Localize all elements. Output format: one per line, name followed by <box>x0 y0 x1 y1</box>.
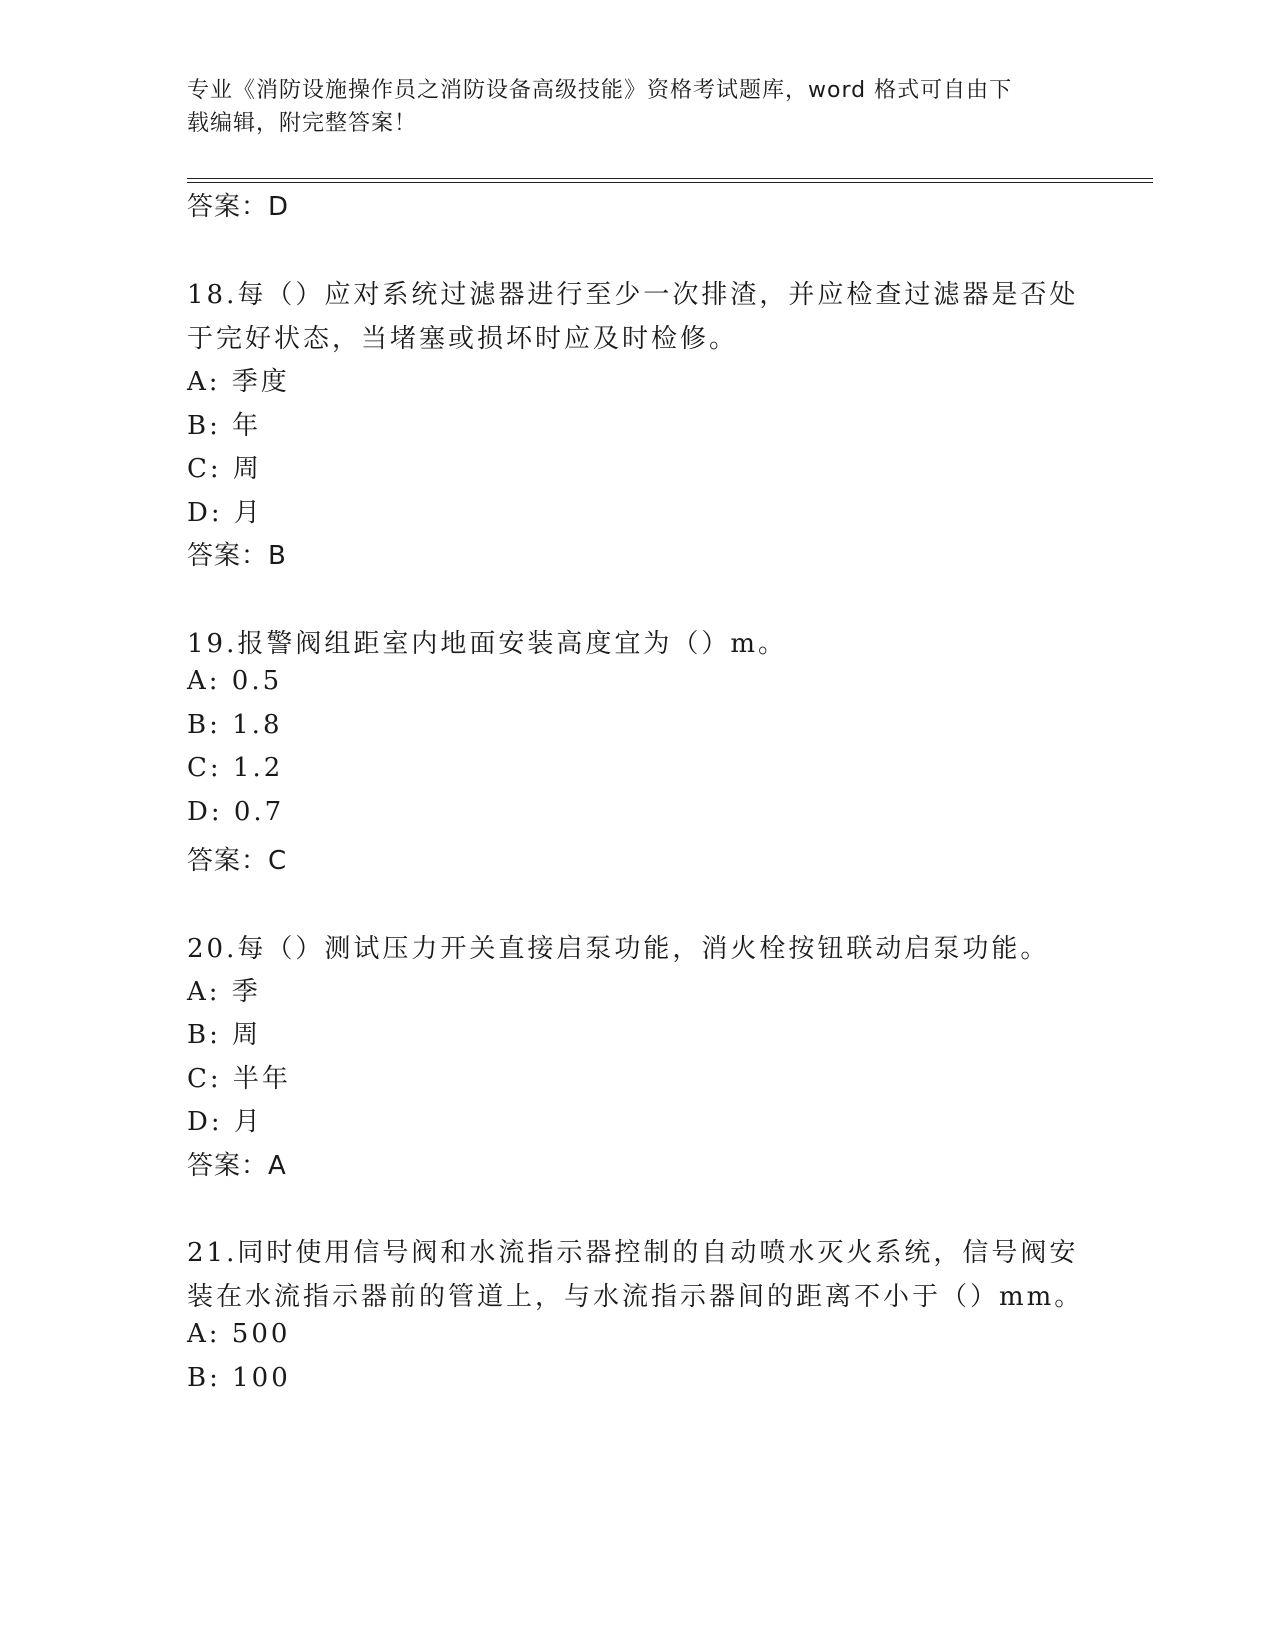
question-20-option-b: B: 周 <box>187 1020 262 1050</box>
document-header <box>187 74 1087 140</box>
question-18-option-d: D: 月 <box>187 498 263 528</box>
question-21-option-b: B: 100 <box>187 1363 291 1393</box>
question-20-answer: 答案：A <box>187 1151 287 1181</box>
question-18-option-c: C: 周 <box>187 454 262 484</box>
header-line-1: 专业《消防设施操作员之消防设备高级技能》资格考试题库，word 格式可自由下 <box>187 78 1013 103</box>
question-19-option-c: C: 1.2 <box>187 753 284 783</box>
question-18-option-b: B: 年 <box>187 411 262 441</box>
answer-17: 答案：D <box>187 192 290 222</box>
question-18-stem-line-1: 18.每（）应对系统过滤器进行至少一次排渣，并应检查过滤器是否处 <box>187 280 1079 310</box>
header-divider <box>187 178 1153 183</box>
question-21-stem-line-2: 装在水流指示器前的管道上，与水流指示器间的距离不小于（）mm。 <box>187 1282 1084 1312</box>
question-19-option-b: B: 1.8 <box>187 710 283 740</box>
question-19-option-d: D: 0.7 <box>187 797 285 827</box>
question-20-option-c: C: 半年 <box>187 1064 291 1094</box>
question-20-stem-line-1: 20.每（）测试压力开关直接启泵功能，消火栓按钮联动启泵功能。 <box>187 934 1050 964</box>
question-19-stem-line-1: 19.报警阀组距室内地面安装高度宜为（）m。 <box>187 629 788 659</box>
header-line-2: 载编辑，附完整答案！ <box>187 111 418 136</box>
question-18-answer: 答案：B <box>187 541 287 571</box>
question-18-option-a: A: 季度 <box>187 367 290 397</box>
question-20-option-a: A: 季 <box>187 977 261 1007</box>
question-21-stem-line-1: 21.同时使用信号阀和水流指示器控制的自动喷水灭火系统，信号阀安 <box>187 1238 1079 1268</box>
question-18-stem-line-2: 于完好状态，当堵塞或损坏时应及时检修。 <box>187 324 739 354</box>
question-19-answer: 答案：C <box>187 846 288 876</box>
question-21-option-a: A: 500 <box>187 1319 291 1349</box>
question-20-option-d: D: 月 <box>187 1107 263 1137</box>
question-19-option-a: A: 0.5 <box>187 666 283 696</box>
